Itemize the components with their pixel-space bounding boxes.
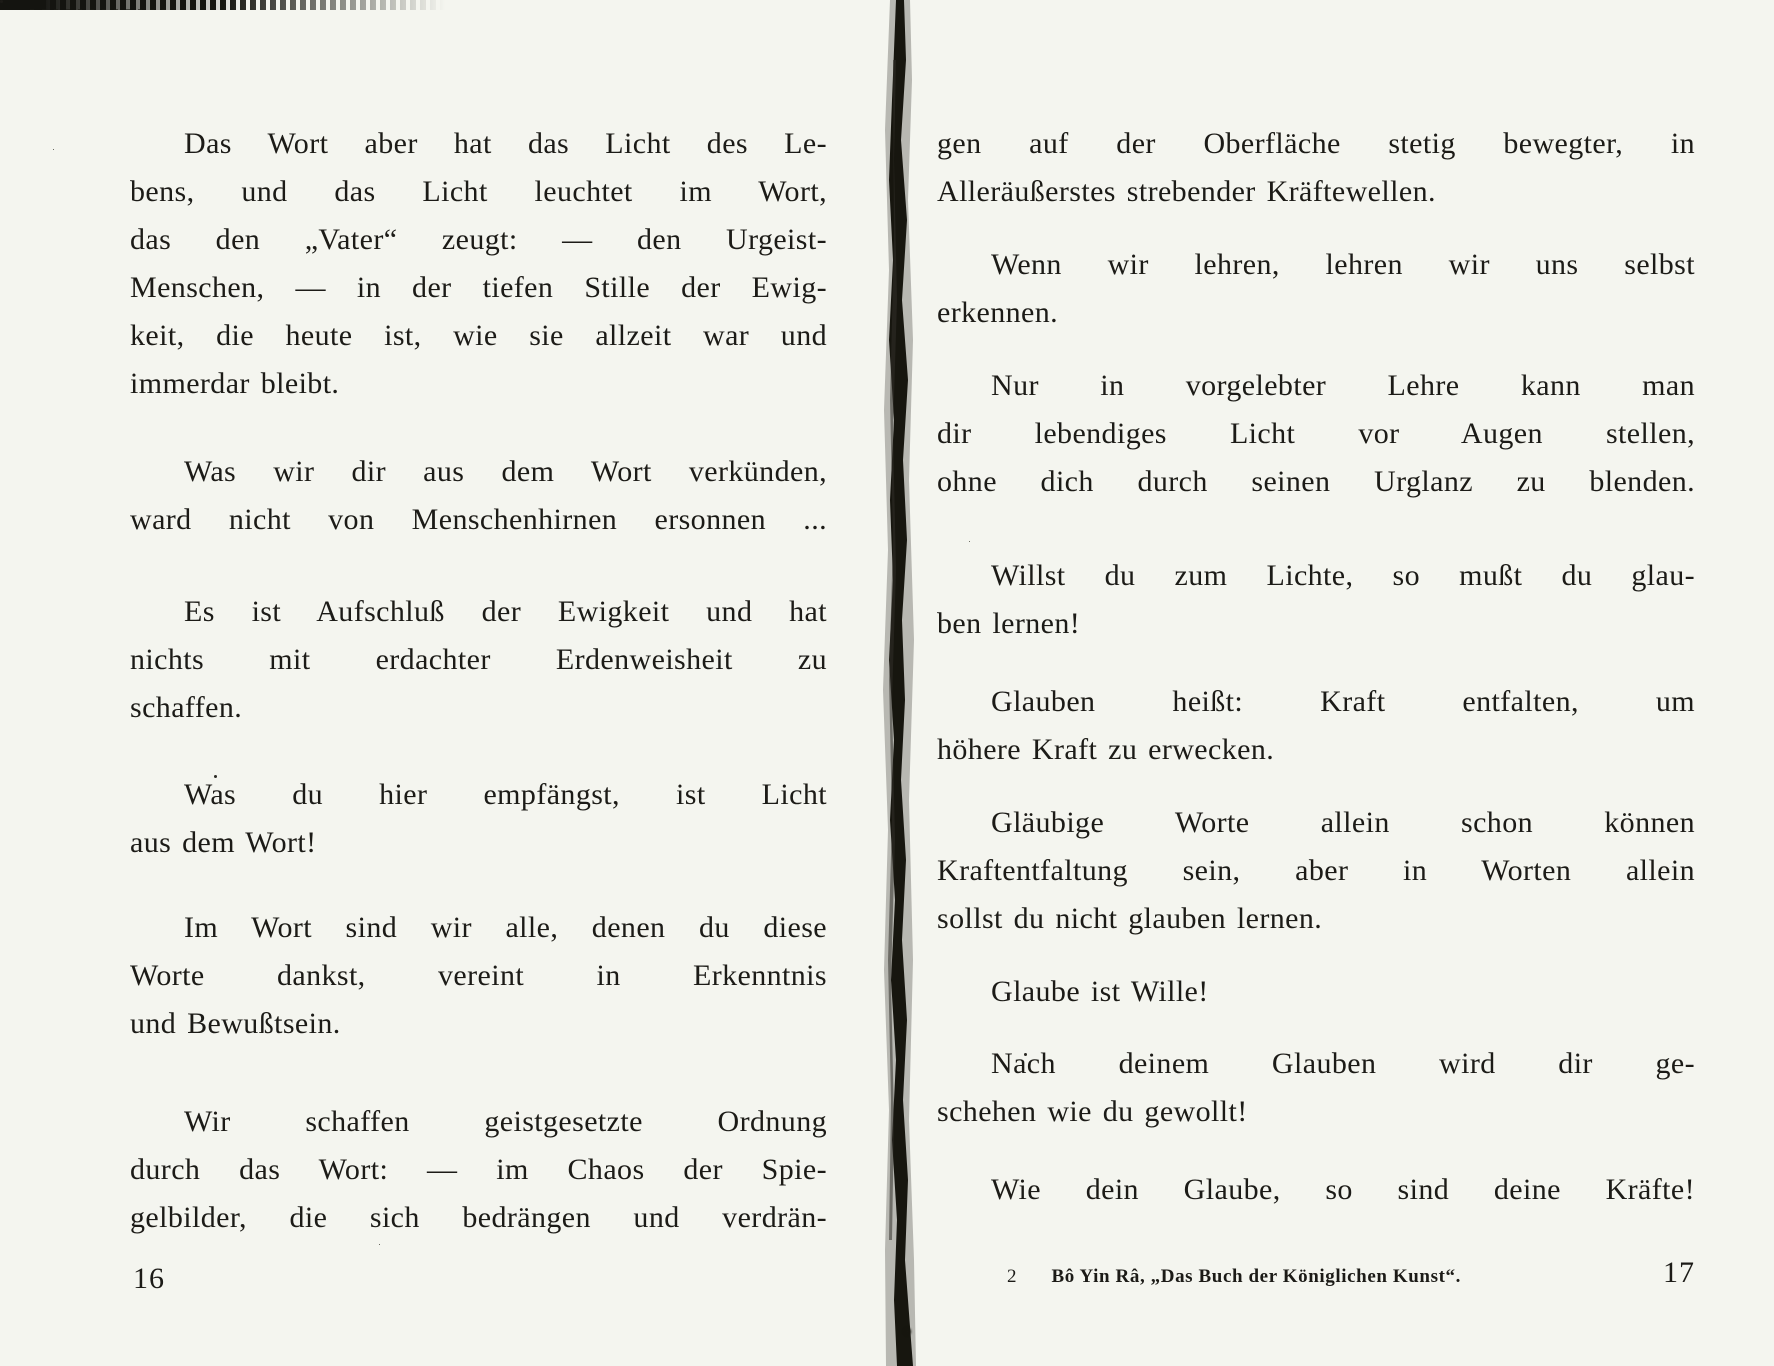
text-line: ohne dich durch seinen Urglanz zu blenden. (937, 465, 1695, 498)
text-line: ward nicht von Menschenhirnen ersonnen ... (130, 503, 827, 536)
text-line: Wenn wir lehren, lehren wir uns selbst (991, 248, 1695, 281)
right-page-footer (937, 1256, 1695, 1290)
text-line: Es ist Aufschluß der Ewigkeit und hat (184, 595, 827, 628)
dust-specks (0, 0, 3, 3)
text-line: Gläubige Worte allein schon können (991, 806, 1695, 839)
text-line: sollst du nicht glauben lernen. (937, 902, 1323, 935)
text-line: Glauben heißt: Kraft entfalten, um (991, 685, 1695, 718)
text-line: Was wir dir aus dem Wort verkünden, (184, 455, 827, 488)
paragraph (130, 904, 827, 1048)
paragraph (937, 968, 1695, 1016)
right-page-number: 17 (1663, 1256, 1695, 1289)
paragraph (937, 1166, 1695, 1214)
text-line: Nach deinem Glauben wird dir ge- (991, 1047, 1695, 1080)
text-line: Wie dein Glaube, so sind deine Kräfte! (991, 1173, 1695, 1206)
paragraph (130, 120, 827, 408)
paragraph (130, 448, 827, 544)
text-line: immerdar bleibt. (130, 367, 340, 400)
text-line: ben lernen! (937, 607, 1081, 640)
paragraph (937, 552, 1695, 648)
text-line: Was du hier empfängst, ist Licht (184, 778, 827, 811)
text-line: Das Wort aber hat das Licht des Le- (184, 127, 827, 160)
left-page-number: 16 (133, 1262, 165, 1295)
paragraph (937, 678, 1695, 774)
right-page-text-column (937, 0, 1695, 1214)
text-line: gen auf der Oberfläche stetig bewegter, in (937, 127, 1695, 160)
text-line: und Bewußtsein. (130, 1007, 341, 1040)
text-line: gelbilder, die sich bedrängen und verdrän- (130, 1201, 827, 1234)
text-line: Wir schaffen geistgesetzte Ordnung (184, 1105, 827, 1138)
paragraph (130, 588, 827, 732)
book-title-footnote: Bô Yin Râ, „Das Buch der Königlichen Kunst“. (1051, 1266, 1461, 1287)
text-line: Alleräußerstes strebender Kräftewellen. (937, 175, 1436, 208)
paragraph (937, 120, 1695, 216)
text-line: Willst du zum Lichte, so mußt du glau- (991, 559, 1695, 592)
paragraph (937, 799, 1695, 943)
text-line: schehen wie du gewollt! (937, 1095, 1248, 1128)
text-line: keit, die heute ist, wie sie allzeit war und (130, 319, 827, 352)
text-line: dir lebendiges Licht vor Augen stellen, (937, 417, 1695, 450)
signature-mark: 2 (1007, 1266, 1018, 1287)
paragraph (937, 241, 1695, 337)
text-line: das den „Vater“ zeugt: — den Urgeist- (130, 223, 827, 256)
binding-gutter-shadow (880, 0, 920, 1366)
paragraph (130, 1098, 827, 1242)
text-line: nichts mit erdachter Erdenweisheit zu (130, 643, 827, 676)
text-line: Worte dankst, vereint in Erkenntnis (130, 959, 827, 992)
scan-tear-artifact (0, 0, 445, 10)
text-line: aus dem Wort! (130, 826, 317, 859)
text-line: schaffen. (130, 691, 243, 724)
text-line: durch das Wort: — im Chaos der Spie- (130, 1153, 827, 1186)
paragraph (937, 1040, 1695, 1136)
paragraph (937, 362, 1695, 506)
text-line: Menschen, — in der tiefen Stille der Ewig- (130, 271, 827, 304)
left-page-text-column (130, 0, 827, 1242)
text-line: bens, und das Licht leuchtet im Wort, (130, 175, 827, 208)
paragraph (130, 771, 827, 867)
text-line: Im Wort sind wir alle, denen du diese (184, 911, 827, 944)
text-line: erkennen. (937, 296, 1059, 329)
text-line: höhere Kraft zu erwecken. (937, 733, 1275, 766)
text-line: Nur in vorgelebter Lehre kann man (991, 369, 1695, 402)
text-line: Glaube ist Wille! (991, 975, 1209, 1008)
text-line: Kraftentfaltung sein, aber in Worten allein (937, 854, 1695, 887)
